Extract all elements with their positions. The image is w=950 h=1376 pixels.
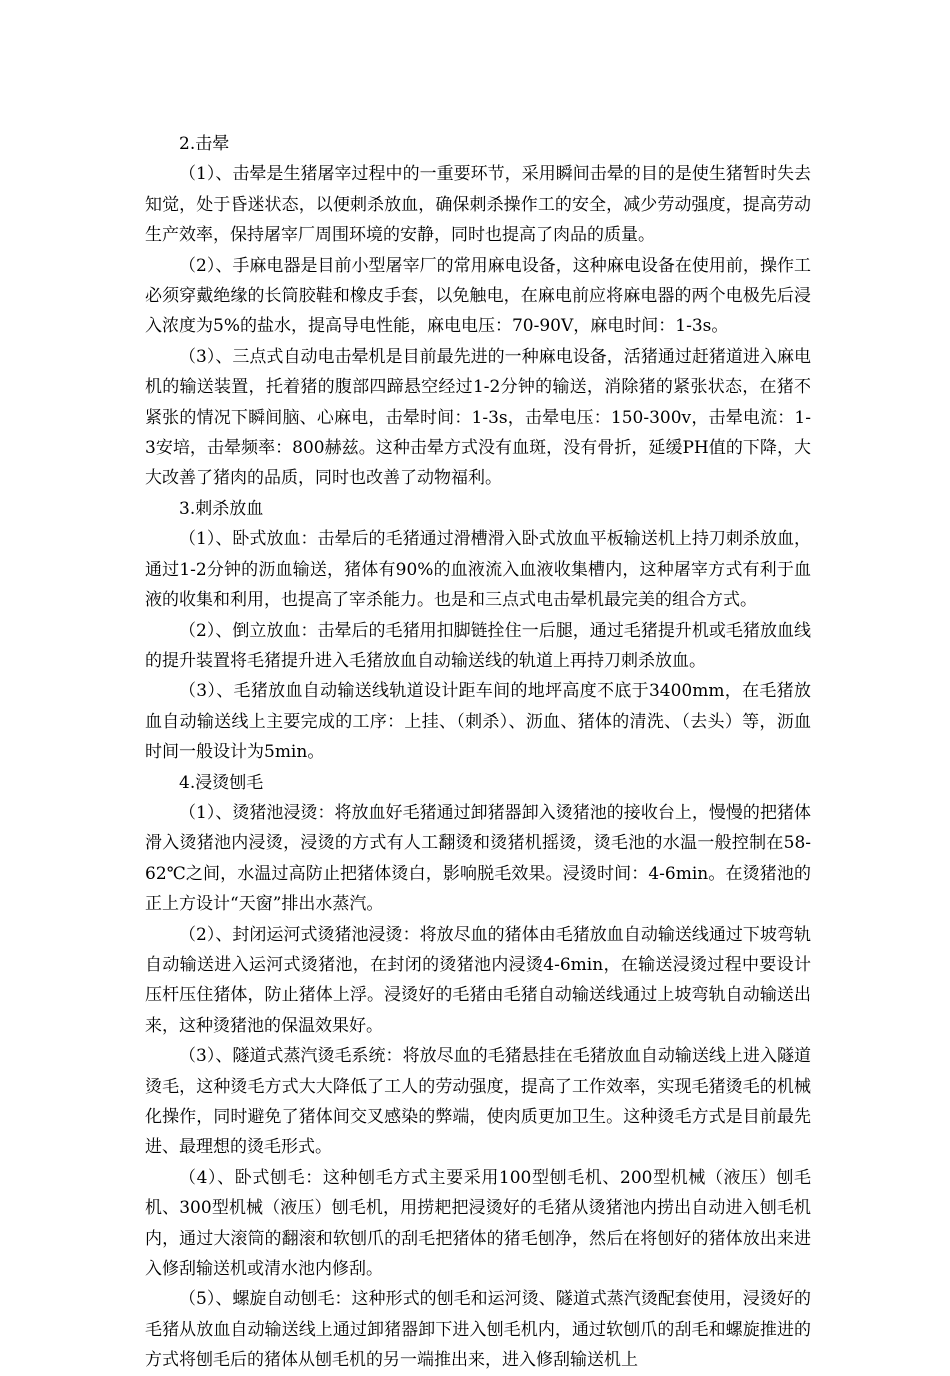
paragraph: （1）、烫猪池浸烫：将放血好毛猪通过卸猪器卸入烫猪池的接收台上，慢慢的把猪体滑入烫猪池内浸烫，浸烫的方式有人工翻烫和烫猪机摇烫，烫毛池的水温一般控制在58-62℃之间，水温过高防止把猪体烫白，影响脱毛效果。浸烫时间：4-6min。在烫猪池的正上方设计“天窗”排出水蒸汽。: [145, 802, 811, 915]
paragraph: （4）、卧式刨毛：这种刨毛方式主要采用100型刨毛机、200型机械（液压）刨毛机、300型机械（液压）刨毛机，用捞耙把浸烫好的毛猪从烫猪池内捞出自动进入刨毛机内，通过大滚筒的翻滚和软刨爪的刮毛把猪体的猪毛刨净，然后在将刨好的猪体放出来进入修刮输送机或清水池内修刮。: [145, 1167, 811, 1280]
paragraph: （5）、螺旋自动刨毛：这种形式的刨毛和运河烫、隧道式蒸汽烫配套使用，浸烫好的毛猪从放血自动输送线上通过卸猪器卸下进入刨毛机内，通过软刨爪的刮毛和螺旋推进的方式将刨毛后的猪体从刨毛机的另一端推出来，进入修刮输送机上: [145, 1289, 811, 1371]
paragraph: （1）、卧式放血：击晕后的毛猪通过滑槽滑入卧式放血平板输送机上持刀刺杀放血，通过1-2分钟的沥血输送，猪体有90%的血液流入血液收集槽内，这种屠宰方式有利于血液的收集和利用，也提高了宰杀能力。也是和三点式电击晕机最完美的组合方式。: [145, 529, 811, 611]
section-heading-bleeding: 3.刺杀放血: [179, 498, 264, 519]
section-heading-stunning: 2.击晕: [179, 134, 230, 154]
paragraph: （2）、封闭运河式烫猪池浸烫：将放尽血的猪体由毛猪放血自动输送线通过下坡弯轨自动输送进入运河式烫猪池，在封闭的烫猪池内浸烫4-6min，在输送浸烫过程中要设计压杆压住猪体，防止猪体上浮。浸烫好的毛猪由毛猪自动输送线通过上坡弯轨自动输送出来，这种烫猪池的保温效果好。: [145, 924, 811, 1036]
paragraph: （2）、倒立放血：击晕后的毛猪用扣脚链拴住一后腿，通过毛猪提升机或毛猪放血线的提升装置将毛猪提升进入毛猪放血自动输送线的轨道上再持刀刺杀放血。: [145, 620, 811, 671]
paragraph: （1）、击晕是生猪屠宰过程中的一重要环节，采用瞬间击晕的目的是使生猪暂时失去知觉，处于昏迷状态，以便刺杀放血，确保刺杀操作工的安全，减少劳动强度，提高劳动生产效率，保持屠宰厂周围环境的安静，同时也提高了肉品的质量。: [145, 164, 811, 246]
paragraph: （3）、三点式自动电击晕机是目前最先进的一种麻电设备，活猪通过赶猪道进入麻电机的输送装置，托着猪的腹部四蹄悬空经过1-2分钟的输送，消除猪的紧张状态，在猪不紧张的情况下瞬间脑、心麻电，击晕时间：1-3s，击晕电压：150-300v，击晕电流：1-3安培，击晕频率：800赫兹。这种击晕方式没有血斑，没有骨折，延缓PH值的下降，大大改善了猪肉的品质，同时也改善了动物福利。: [145, 346, 811, 489]
paragraph: （3）、毛猪放血自动输送线轨道设计距车间的地坪高度不底于3400mm，在毛猪放血自动输送线上主要完成的工序：上挂、（刺杀）、沥血、猪体的清洗、（去头）等，沥血时间一般设计为5min。: [145, 681, 811, 763]
document-body: [145, 129, 811, 1376]
paragraph: （2）、手麻电器是目前小型屠宰厂的常用麻电设备，这种麻电设备在使用前，操作工必须穿戴绝缘的长筒胶鞋和橡皮手套，以免触电，在麻电前应将麻电器的两个电极先后浸入浓度为5%的盐水，提高导电性能，麻电电压：70-90V，麻电时间：1-3s。: [145, 255, 811, 337]
section-heading-scalding: 4.浸烫刨毛: [179, 772, 264, 793]
paragraph: （3）、隧道式蒸汽烫毛系统：将放尽血的毛猪悬挂在毛猪放血自动输送线上进入隧道烫毛，这种烫毛方式大大降低了工人的劳动强度，提高了工作效率，实现毛猪烫毛的机械化操作，同时避免了猪体间交叉感染的弊端，使肉质更加卫生。这种烫毛方式是目前最先进、最理想的烫毛形式。: [145, 1046, 811, 1158]
